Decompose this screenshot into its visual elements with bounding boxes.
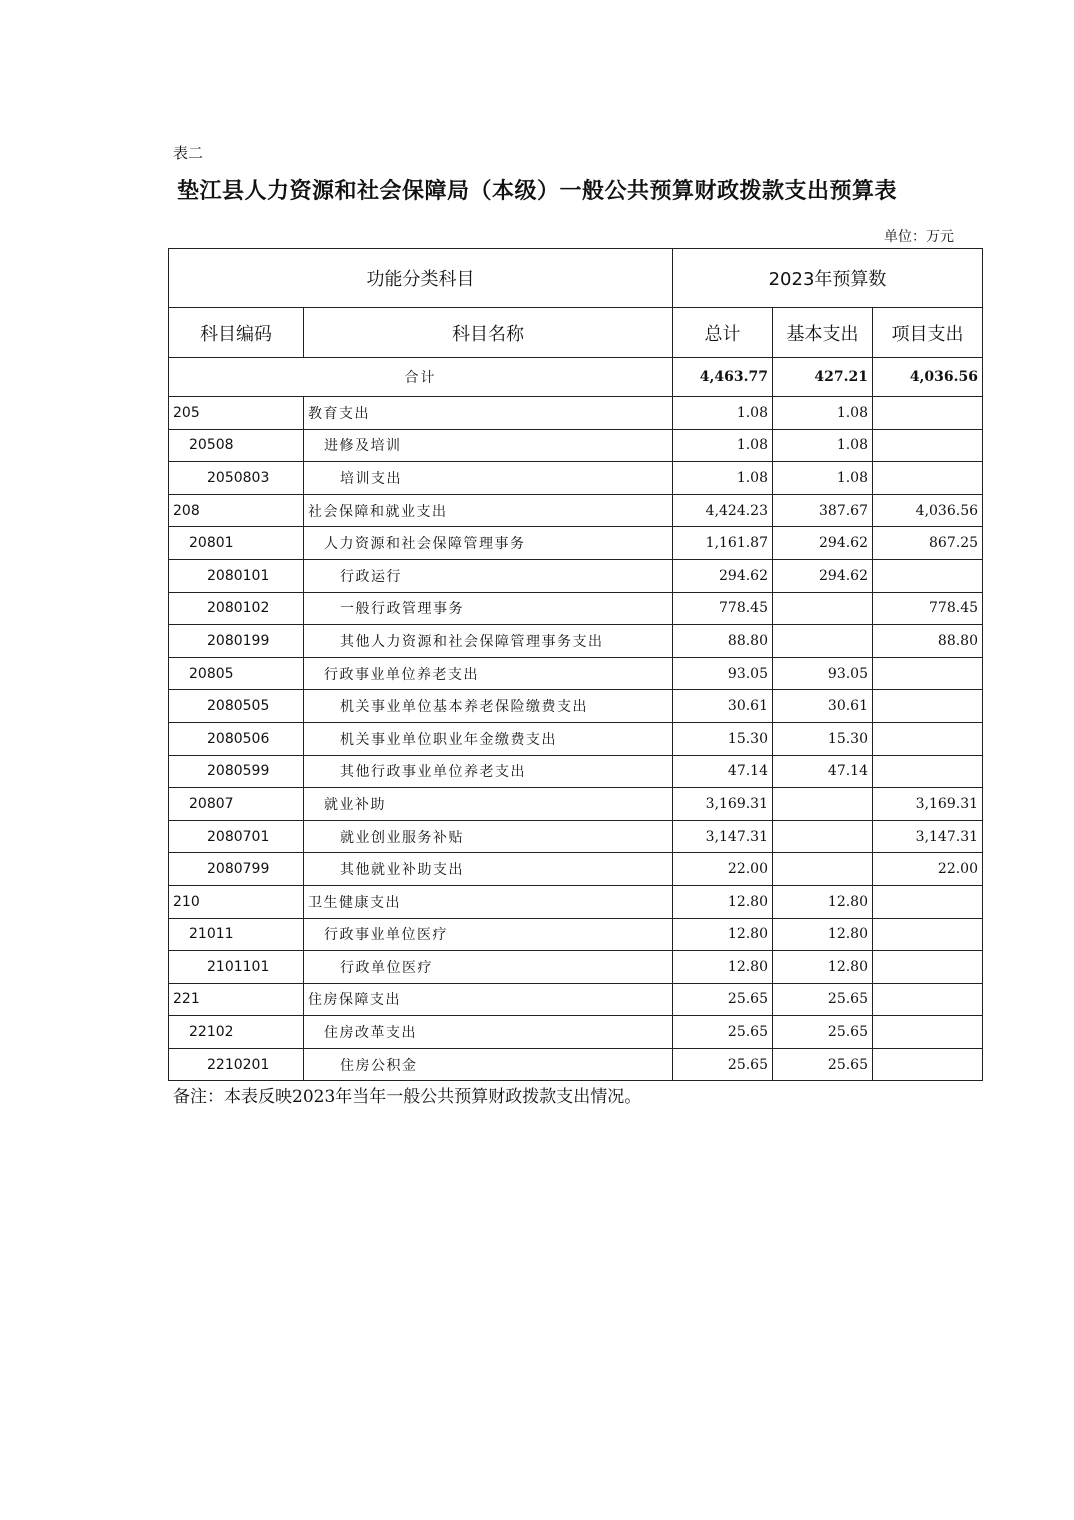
table-row <box>169 559 983 592</box>
footnote: 备注：本表反映2023年当年一般公共预算财政拨款支出情况。 <box>173 1087 642 1107</box>
row-basic: 294.62 <box>773 559 873 592</box>
row-project <box>873 983 983 1016</box>
row-name: 行政事业单位养老支出 <box>304 657 673 690</box>
row-total: 1,161.87 <box>673 527 773 560</box>
row-project <box>873 559 983 592</box>
row-basic: 25.65 <box>773 1048 873 1081</box>
row-name: 一般行政管理事务 <box>304 592 673 625</box>
row-total: 22.00 <box>673 853 773 886</box>
document-title: 垫江县人力资源和社会保障局（本级）一般公共预算财政拨款支出预算表 <box>176 178 897 204</box>
total-project: 4,036.56 <box>873 358 983 397</box>
row-basic: 15.30 <box>773 722 873 755</box>
row-basic: 93.05 <box>773 657 873 690</box>
table-row <box>169 429 983 462</box>
header-code: 科目编码 <box>169 308 304 358</box>
row-basic: 47.14 <box>773 755 873 788</box>
row-code: 2101101 <box>169 951 304 984</box>
row-name: 卫生健康支出 <box>304 885 673 918</box>
table-row <box>169 657 983 690</box>
total-sum: 4,463.77 <box>673 358 773 397</box>
budget-table <box>168 248 983 1081</box>
row-total: 25.65 <box>673 1048 773 1081</box>
table-row <box>169 951 983 984</box>
table-row <box>169 983 983 1016</box>
row-code: 221 <box>169 983 304 1016</box>
row-project <box>873 690 983 723</box>
row-total: 12.80 <box>673 951 773 984</box>
row-name: 行政单位医疗 <box>304 951 673 984</box>
row-total: 4,424.23 <box>673 494 773 527</box>
row-code: 2080701 <box>169 820 304 853</box>
row-code: 20807 <box>169 788 304 821</box>
row-project <box>873 657 983 690</box>
header-budget-year: 2023年预算数 <box>673 249 983 308</box>
table-row <box>169 690 983 723</box>
row-project <box>873 918 983 951</box>
total-label: 合计 <box>169 358 673 397</box>
row-project <box>873 722 983 755</box>
row-basic: 294.62 <box>773 527 873 560</box>
row-code: 2210201 <box>169 1048 304 1081</box>
row-name: 其他行政事业单位养老支出 <box>304 755 673 788</box>
table-row <box>169 592 983 625</box>
row-code: 20801 <box>169 527 304 560</box>
row-total: 93.05 <box>673 657 773 690</box>
row-name: 社会保障和就业支出 <box>304 494 673 527</box>
row-project: 3,147.31 <box>873 820 983 853</box>
table-row <box>169 462 983 495</box>
header-project: 项目支出 <box>873 308 983 358</box>
header-row-1 <box>169 249 983 308</box>
total-row <box>169 358 983 397</box>
row-total: 47.14 <box>673 755 773 788</box>
row-basic: 1.08 <box>773 397 873 430</box>
header-name: 科目名称 <box>304 308 673 358</box>
row-code: 2080799 <box>169 853 304 886</box>
row-total: 1.08 <box>673 397 773 430</box>
row-basic <box>773 853 873 886</box>
row-name: 住房保障支出 <box>304 983 673 1016</box>
row-name: 机关事业单位职业年金缴费支出 <box>304 722 673 755</box>
row-basic <box>773 592 873 625</box>
header-total: 总计 <box>673 308 773 358</box>
row-total: 294.62 <box>673 559 773 592</box>
row-name: 其他就业补助支出 <box>304 853 673 886</box>
row-total: 3,169.31 <box>673 788 773 821</box>
table-row <box>169 755 983 788</box>
row-total: 12.80 <box>673 918 773 951</box>
row-code: 21011 <box>169 918 304 951</box>
row-name: 机关事业单位基本养老保险缴费支出 <box>304 690 673 723</box>
row-project: 22.00 <box>873 853 983 886</box>
row-project <box>873 429 983 462</box>
header-row-2 <box>169 308 983 358</box>
row-total: 1.08 <box>673 429 773 462</box>
row-project: 867.25 <box>873 527 983 560</box>
table-row <box>169 918 983 951</box>
row-basic <box>773 820 873 853</box>
row-name: 就业补助 <box>304 788 673 821</box>
row-project: 88.80 <box>873 625 983 658</box>
row-project <box>873 1048 983 1081</box>
table-row <box>169 527 983 560</box>
row-project: 4,036.56 <box>873 494 983 527</box>
row-basic: 12.80 <box>773 918 873 951</box>
row-name: 人力资源和社会保障管理事务 <box>304 527 673 560</box>
row-total: 25.65 <box>673 983 773 1016</box>
header-basic: 基本支出 <box>773 308 873 358</box>
row-total: 15.30 <box>673 722 773 755</box>
row-name: 教育支出 <box>304 397 673 430</box>
row-total: 88.80 <box>673 625 773 658</box>
row-code: 2080505 <box>169 690 304 723</box>
row-basic: 25.65 <box>773 983 873 1016</box>
unit-label: 单位：万元 <box>884 229 954 245</box>
row-code: 2080101 <box>169 559 304 592</box>
table-row <box>169 853 983 886</box>
row-name: 行政运行 <box>304 559 673 592</box>
total-basic: 427.21 <box>773 358 873 397</box>
row-total: 778.45 <box>673 592 773 625</box>
row-project <box>873 1016 983 1049</box>
row-total: 25.65 <box>673 1016 773 1049</box>
table-row <box>169 1048 983 1081</box>
header-functional-category: 功能分类科目 <box>169 249 673 308</box>
row-code: 2080102 <box>169 592 304 625</box>
row-basic: 1.08 <box>773 429 873 462</box>
row-code: 20805 <box>169 657 304 690</box>
table-row <box>169 625 983 658</box>
row-project <box>873 885 983 918</box>
row-total: 1.08 <box>673 462 773 495</box>
row-project <box>873 951 983 984</box>
row-code: 205 <box>169 397 304 430</box>
row-basic <box>773 788 873 821</box>
row-code: 210 <box>169 885 304 918</box>
row-project: 3,169.31 <box>873 788 983 821</box>
row-name: 进修及培训 <box>304 429 673 462</box>
table-row <box>169 820 983 853</box>
table-row <box>169 1016 983 1049</box>
row-name: 住房公积金 <box>304 1048 673 1081</box>
row-code: 22102 <box>169 1016 304 1049</box>
row-basic: 25.65 <box>773 1016 873 1049</box>
table-row <box>169 494 983 527</box>
row-basic: 12.80 <box>773 951 873 984</box>
row-name: 行政事业单位医疗 <box>304 918 673 951</box>
table-row <box>169 722 983 755</box>
row-basic <box>773 625 873 658</box>
row-project <box>873 462 983 495</box>
row-code: 2080599 <box>169 755 304 788</box>
row-basic: 1.08 <box>773 462 873 495</box>
row-name: 其他人力资源和社会保障管理事务支出 <box>304 625 673 658</box>
row-name: 就业创业服务补贴 <box>304 820 673 853</box>
row-project: 778.45 <box>873 592 983 625</box>
table-row <box>169 788 983 821</box>
table-row <box>169 885 983 918</box>
table-label: 表二 <box>173 144 204 162</box>
row-total: 30.61 <box>673 690 773 723</box>
row-basic: 30.61 <box>773 690 873 723</box>
row-code: 2080506 <box>169 722 304 755</box>
row-basic: 387.67 <box>773 494 873 527</box>
row-name: 住房改革支出 <box>304 1016 673 1049</box>
row-code: 20508 <box>169 429 304 462</box>
row-project <box>873 397 983 430</box>
row-total: 12.80 <box>673 885 773 918</box>
table-row <box>169 397 983 430</box>
row-project <box>873 755 983 788</box>
row-code: 2080199 <box>169 625 304 658</box>
row-total: 3,147.31 <box>673 820 773 853</box>
row-name: 培训支出 <box>304 462 673 495</box>
row-code: 2050803 <box>169 462 304 495</box>
row-basic: 12.80 <box>773 885 873 918</box>
row-code: 208 <box>169 494 304 527</box>
